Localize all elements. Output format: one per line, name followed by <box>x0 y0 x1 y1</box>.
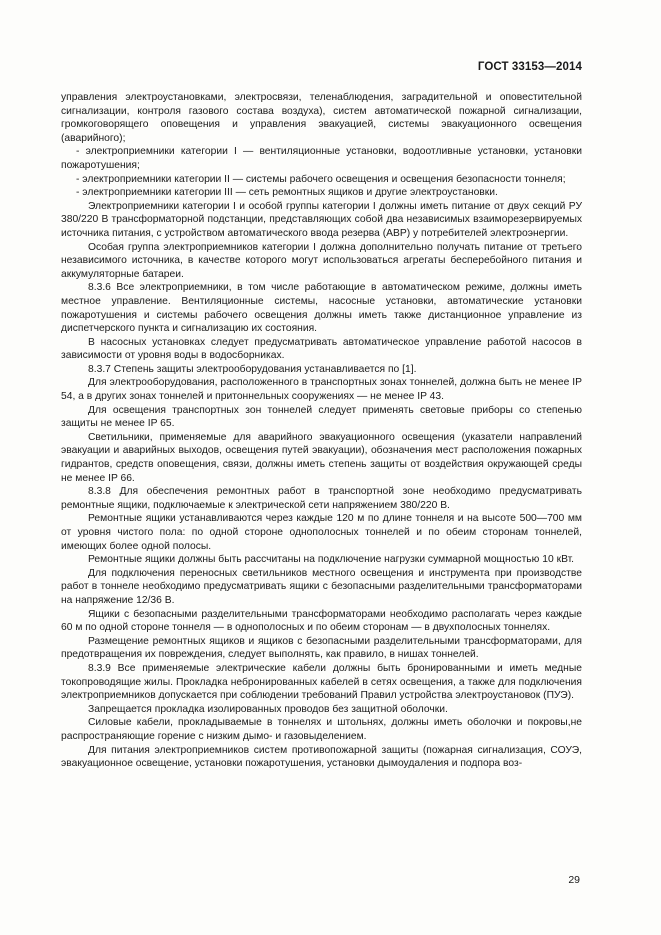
paragraph: Для питания электроприемников систем противопожарной защиты (пожарная сигнализация, СОУЭ, эвакуационное освещение, установки пожаротушения, установки дымоудаления и подпора воз- <box>61 744 582 770</box>
paragraph: управления электроустановками, электросвязи, теленаблюдения, заградительной и оповестительной сигнализации, контроля газового состава воздуха), систем автоматической пожарной сигнализации, громкоговорящего оповещения и управления эвакуацией, системы эвакуационного освещения (аварийного); <box>61 92 582 144</box>
paragraph: 8.3.9 Все применяемые электрические кабели должны быть бронированными и иметь медные токопроводящие жилы. Прокладка небронированных кабелей в сетях освещения, а также для подключения электроприемников допускается при соблюдении требований Правил устройства электроустановок (ПУЭ). <box>61 662 582 702</box>
paragraph: Силовые кабели, прокладываемые в тоннелях и штольнях, должны иметь оболочки и покровы,не распространяющие горение с низким дымо- и газовыделением. <box>61 717 582 742</box>
paragraph: В насосных установках следует предусматривать автоматическое управление работой насосов в зависимости от уровня воды в водосборниках. <box>61 336 582 362</box>
page-number: 29 <box>568 874 580 886</box>
paragraph: 8.3.6 Все электроприемники, в том числе работающие в автоматическом режиме, должны иметь местное управление. Вентиляционные системы, насосные установки, автоматические установки пожаротушения и системы рабочего освещения должны иметь также дистанционное управление из диспетчерского пункта и сигнализацию их состояния. <box>61 282 582 335</box>
paragraph: Ящики с безопасными разделительными трансформаторами необходимо располагать через каждые 60 м по одной стороне тоннеля — в однополосных и по обеим сторонам — в двухполосных тоннелях. <box>61 608 582 634</box>
standard-header: ГОСТ 33153—2014 <box>477 61 582 73</box>
paragraph: 8.3.7 Степень защиты электрооборудования устанавливается по [1]. <box>88 363 417 375</box>
paragraph: Ремонтные ящики должны быть рассчитаны на подключение нагрузки суммарной мощностью 10 кВт. <box>88 554 575 566</box>
list-item: - электроприемники категории II — системы рабочего освещения и освещения безопасности тоннеля; <box>76 173 566 185</box>
list-item: - электроприемники категории I — вентиляционные установки, водоотливные установки, установки пожаротушения; <box>61 146 582 171</box>
paragraph: Особая группа электроприемников категории I должна дополнительно получать питание от третьего независимого источника, в качестве которого могут использоваться агрегаты бесперебойного питания и аккумуляторные батареи. <box>61 241 582 280</box>
paragraph: Для подключения переносных светильников местного освещения и инструмента при производстве работ в тоннеле необходимо предусматривать ящики с безопасными разделительными трансформаторами на напряжение 12/36 В. <box>61 567 582 606</box>
paragraph: Размещение ремонтных ящиков и ящиков с безопасными разделительными трансформаторами, для предотвращения их повреждения, следует выполнять, как правило, в нишах тоннелей. <box>61 635 582 661</box>
paragraph: Электроприемники категории I и особой группы категории I должны иметь питание от двух секций РУ 380/220 В трансформаторной подстанции, представляющих собой два независимых взаиморезервируемых источника питания, с устройством автоматического ввода резерва (АВР) у потребителей электроэнергии. <box>61 200 582 239</box>
paragraph: Запрещается прокладка изолированных проводов без защитной оболочки. <box>88 703 448 715</box>
paragraph: Для освещения транспортных зон тоннелей следует применять световые приборы со степенью защиты не менее IP 65. <box>61 404 582 430</box>
paragraph: Ремонтные ящики устанавливаются через каждые 120 м по длине тоннеля и на высоте 500—700 мм от уровня чистого пола: по одной стороне однополосных тоннелей и по обеим сторонам тоннелей, имеющих более одной полосы. <box>61 513 582 552</box>
list-item: - электроприемники категории III — сеть ремонтных ящиков и другие электроустановки. <box>76 187 498 199</box>
paragraph: Для электрооборудования, расположенного в транспортных зонах тоннелей, должна быть не менее IP 54, а в других зонах тоннелей и притоннельных сооружениях — не менее IP 43. <box>61 377 582 403</box>
paragraph: Светильники, применяемые для аварийного эвакуационного освещения (указатели направлений эвакуации и аварийных выходов, освещения путей эвакуации), обозначения мест расположения пожарных гидрантов, средств оповещения, связи, должны иметь степень защиты от воздействия окружающей среды не менее IP 66. <box>61 431 582 484</box>
paragraph: 8.3.8 Для обеспечения ремонтных работ в транспортной зоне необходимо предусматривать ремонтные ящики, подключаемые к электрической сети напряжением 380/220 В. <box>61 486 582 511</box>
document-body <box>61 91 582 771</box>
